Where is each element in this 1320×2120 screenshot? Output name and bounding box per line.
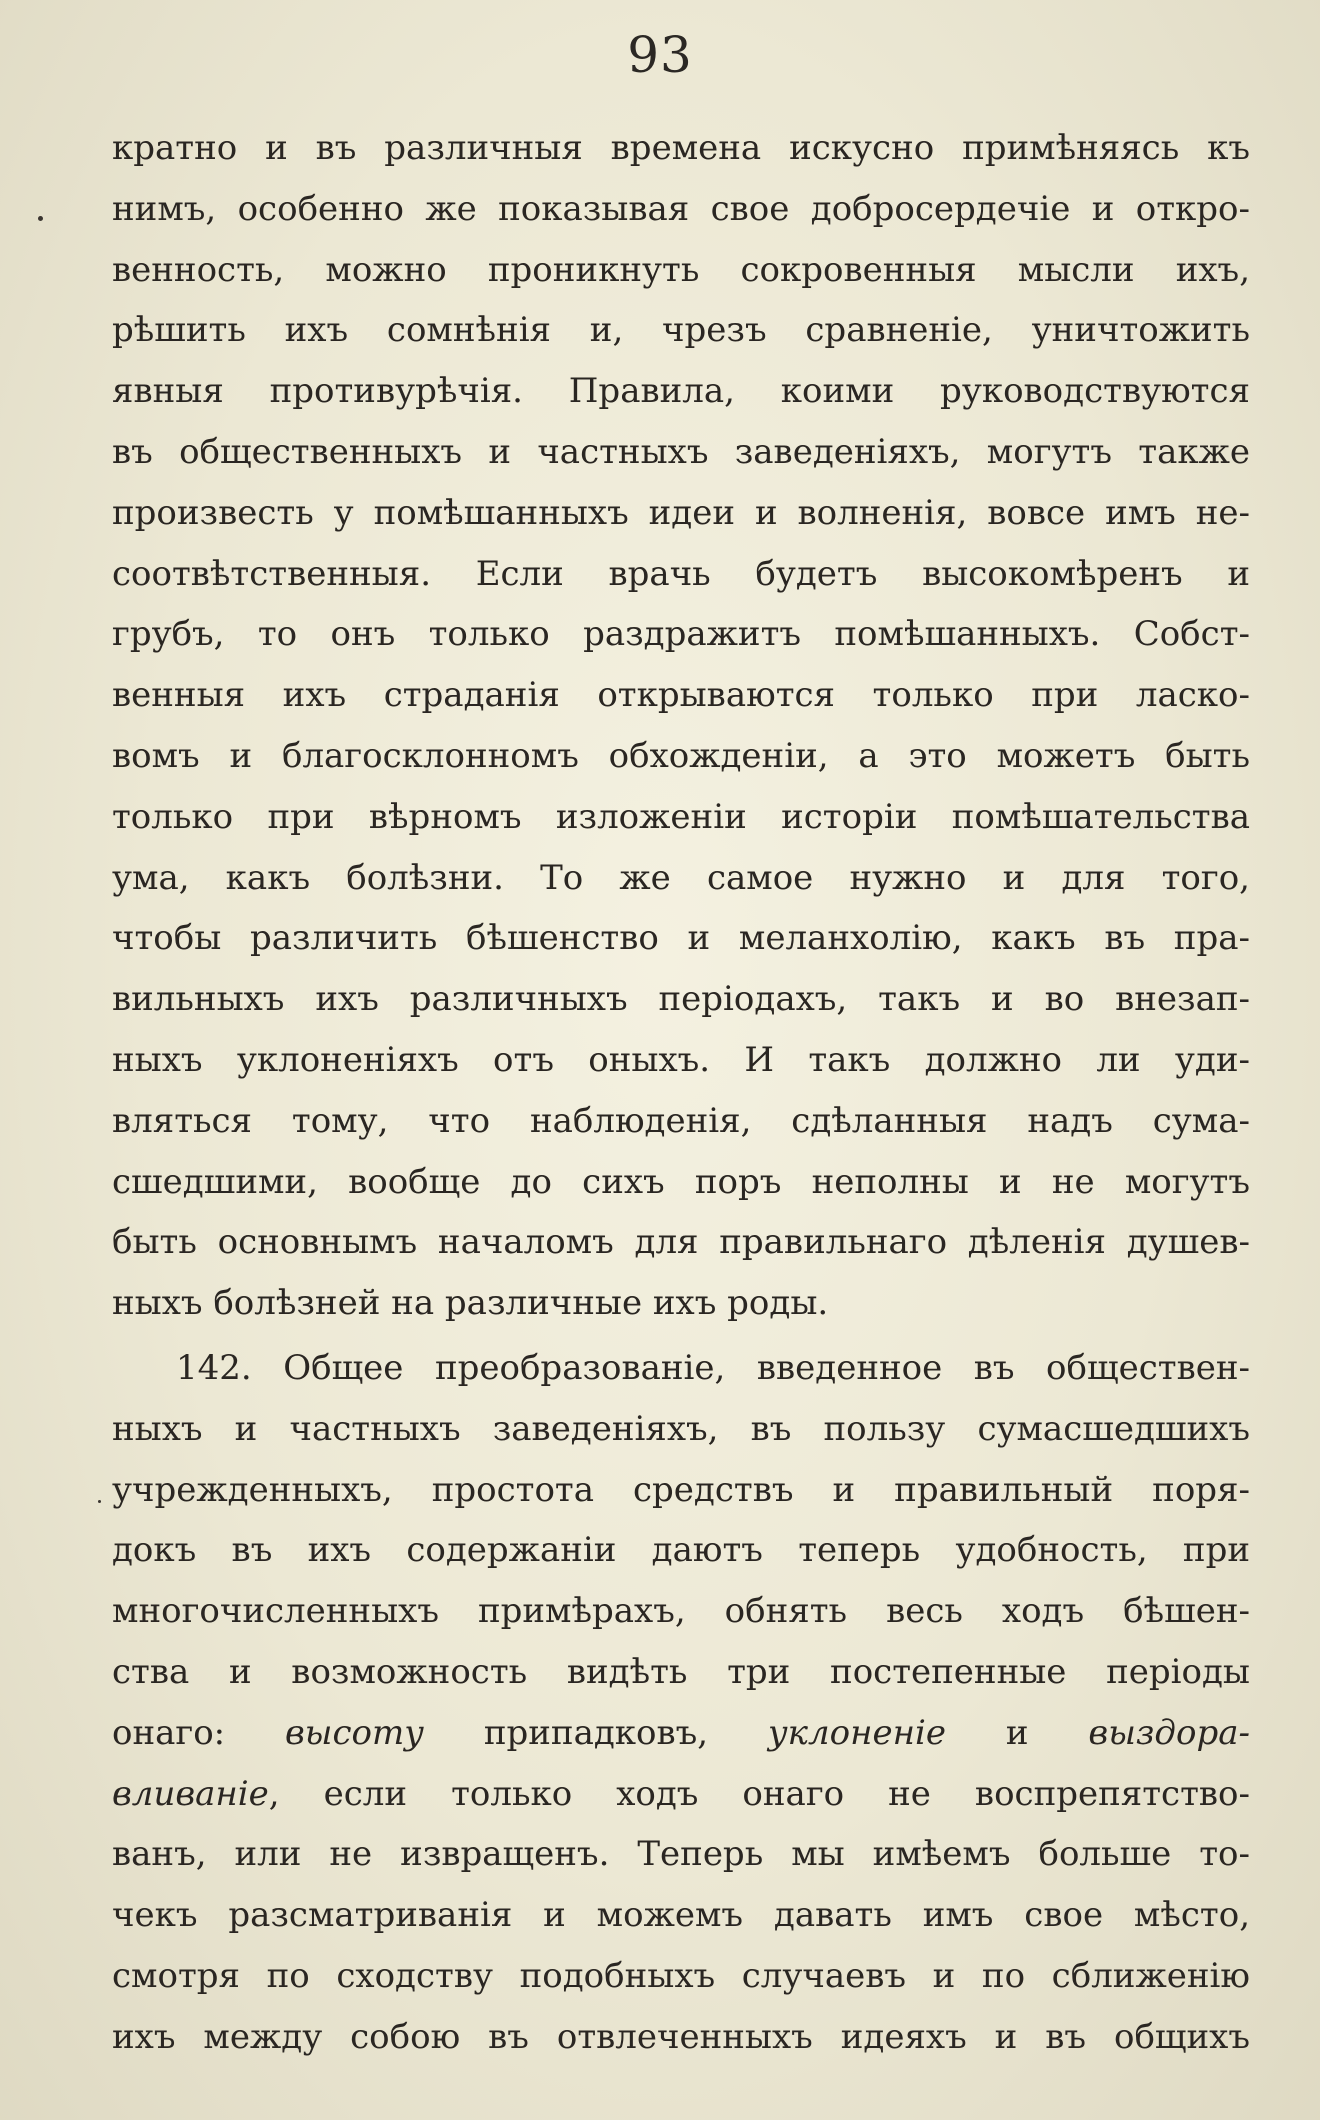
paragraph-142	[112, 1338, 1250, 2068]
text-line: вляться тому, что наблюденія, сдѣланныя надъ сума-	[112, 1100, 1250, 1141]
text-line: чтобы различить бѣшенство и меланхолію, какъ въ пра-	[112, 918, 1250, 959]
text-line: произвесть у помѣшанныхъ идеи и волненія, вовсе имъ не-	[112, 492, 1250, 533]
text-line: ныхъ и частныхъ заведеніяхъ, въ пользу сумасшедшихъ	[112, 1408, 1250, 1449]
text-line-with-emphasis	[112, 1703, 1250, 1764]
text-line: нимъ, особенно же показывая свое добросердечіе и откро-	[112, 188, 1250, 229]
text-line: 142. Общее преобразованіе, введенное въ обществен-	[176, 1347, 1250, 1388]
text-line: венныя ихъ страданія открываются только при ласко-	[112, 675, 1250, 716]
text-line: вильныхъ ихъ различныхъ періодахъ, такъ и во внезап-	[112, 979, 1250, 1020]
text-line: въ общественныхъ и частныхъ заведеніяхъ, могутъ также	[112, 431, 1250, 472]
text-line: рѣшить ихъ сомнѣнія и, чрезъ сравненіе, уничтожить	[112, 310, 1250, 351]
emphasis-text: вливаніе	[112, 1773, 269, 1814]
text-line: вомъ и благосклонномъ обхожденіи, а это можетъ быть	[112, 735, 1250, 776]
line-conjunction: и	[1005, 1712, 1029, 1753]
line-start: онаго:	[112, 1712, 226, 1753]
text-line: многочисленныхъ примѣрахъ, обнять весь ходъ бѣшен-	[112, 1591, 1250, 1632]
ink-speck	[38, 216, 43, 221]
text-line: только при вѣрномъ изложеніи исторіи помѣшательства	[112, 796, 1250, 837]
text-line: ихъ между собою въ отвлеченныхъ идеяхъ и въ общихъ	[112, 2016, 1250, 2057]
text-line: ума, какъ болѣзни. То же самое нужно и для того,	[112, 857, 1250, 898]
line-mid: припадковъ,	[483, 1712, 709, 1753]
page-number: 93	[627, 26, 693, 84]
text-line: учрежденныхъ, простота средствъ и правильный поря-	[112, 1469, 1250, 1510]
text-line: венность, можно проникнуть сокровенныя мысли ихъ,	[112, 249, 1250, 290]
text-line: соотвѣтственныя. Если врачь будетъ высокомѣренъ и	[112, 553, 1250, 594]
paragraph-1	[112, 118, 1250, 1334]
text-line: грубъ, то онъ только раздражитъ помѣшанныхъ. Собст-	[112, 614, 1250, 655]
text-line: ванъ, или не извращенъ. Теперь мы имѣемъ больше то-	[112, 1834, 1250, 1875]
body-text	[112, 118, 1250, 2068]
text-line: ныхъ уклоненіяхъ отъ оныхъ. И такъ должно ли уди-	[112, 1039, 1250, 1080]
text-line: чекъ разсматриванія и можемъ давать имъ свое мѣсто,	[112, 1895, 1250, 1936]
text-line: ныхъ болѣзней на различные ихъ роды.	[112, 1283, 829, 1324]
emphasis-text: выздора-	[1088, 1712, 1250, 1753]
text-line: докъ въ ихъ содержаніи даютъ теперь удобность, при	[112, 1530, 1250, 1571]
text-line: явныя противурѣчія. Правила, коими руководствуются	[112, 371, 1250, 412]
text-line: смотря по сходству подобныхъ случаевъ и по сближенію	[112, 1955, 1250, 1996]
text-line: быть основнымъ началомъ для правильнаго дѣленія душев-	[112, 1222, 1250, 1263]
ink-speck	[98, 1500, 101, 1503]
line-rest: , если только ходъ онаго не воспрепятство-	[268, 1773, 1250, 1814]
text-line-with-emphasis	[112, 1764, 1250, 1825]
emphasis-text: высоту	[285, 1712, 424, 1753]
text-line: кратно и въ различныя времена искусно примѣняясь къ	[112, 128, 1250, 168]
text-line: ства и возможность видѣть три постепенные періоды	[112, 1651, 1250, 1692]
emphasis-text: уклоненіе	[767, 1712, 947, 1753]
text-line: сшедшими, вообще до сихъ поръ неполны и не могутъ	[112, 1161, 1250, 1202]
